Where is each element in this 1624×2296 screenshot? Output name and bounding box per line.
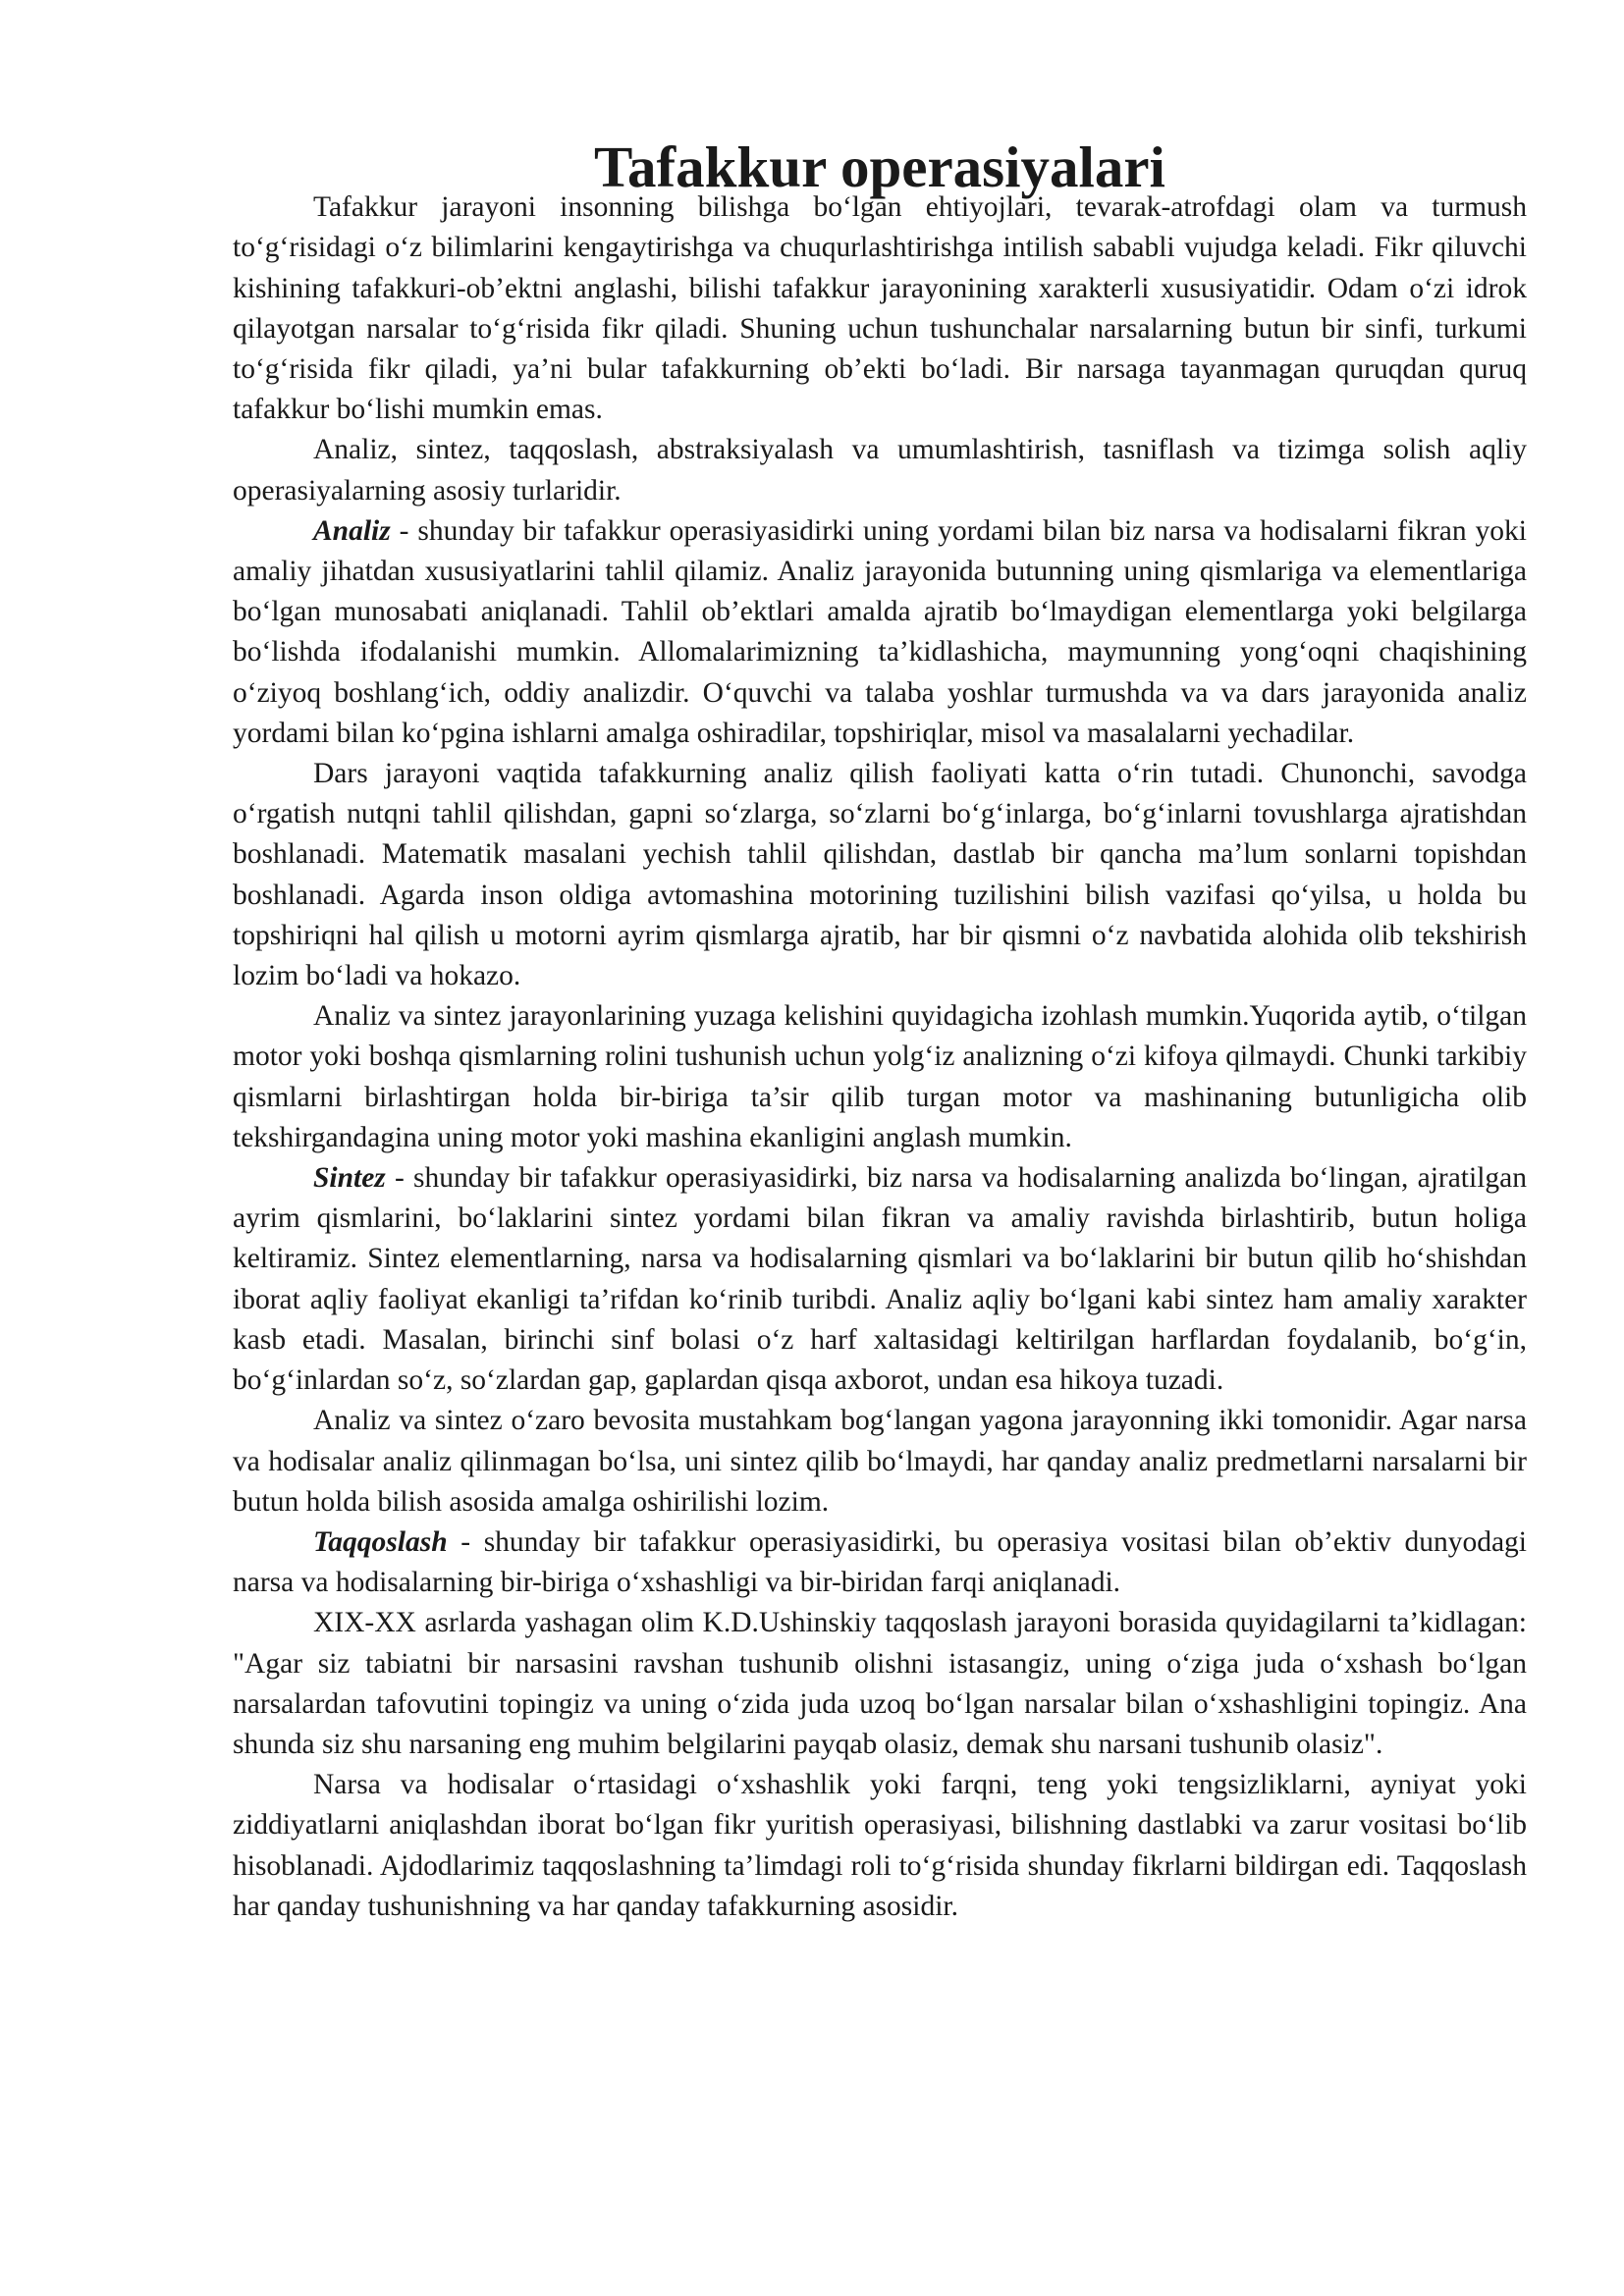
paragraph-lesson-analysis [233, 754, 1527, 996]
document-body [233, 134, 1527, 1927]
paragraph-analysis-synthesis-unity [233, 1401, 1527, 1522]
paragraph-text: Dars jarayoni vaqtida tafakkurning analiz qilish faoliyati katta o‘rin tutadi. Chunonchi, savodga o‘rgatish nutqni tahlil qilishdan, gapni so‘zlarga, so‘zlarni bo‘g‘inlarga, bo‘g‘inlarni tovushlarga ajratishdan boshlanadi. Matematik masalani yechish tahlil qilishdan, dastlab bir qancha ma’lum sonlarni topishdan boshlanadi. Agarda inson oldiga avtomashina motorining tuzilishini bilish vazifasi qo‘yilsa, u holda bu topshiriqni hal qilish u motorni ayrim qismlarga ajratib, har bir qismni o‘z navbatida alohida olib tekshirish lozim bo‘ladi va hokazo. [233, 758, 1527, 992]
paragraph-text: Analiz, sintez, taqqoslash, abstraksiyalash va umumlashtirish, tasniflash va tizimga solish aqliy operasiyalarning asosiy turlaridir. [233, 434, 1527, 507]
paragraph-intro [233, 187, 1527, 430]
paragraph-text: - shunday bir tafakkur operasiyasidirki uning yordami bilan biz narsa va hodisalarni fikran yoki amaliy jihatdan xususiyatlarini tahlil qilamiz. Analiz jarayonida butunning uning qismlariga va elementlariga bo‘lgan munosabati aniqlanadi. Tahlil ob’ektlari amalda ajratib bo‘lmaydigan elementlarga yoki belgilarga bo‘lishda ifodalanishi mumkin. Allomalarimizning ta’kidlashicha, maymunning yong‘oqni chaqishining o‘ziyoq boshlang‘ich, oddiy analizdir. O‘quvchi va talaba yoshlar turmushda va va dars jarayonida analiz yordami bilan ko‘pgina ishlarni amalga oshiradilar, topshiriqlar, misol va masalalarni yechadilar. [233, 514, 1527, 749]
paragraph-sintez-definition [233, 1158, 1527, 1401]
paragraph-text: Analiz va sintez jarayonlarining yuzaga kelishini quyidagicha izohlash mumkin.Yuqorida aytib, o‘tilgan motor yoki boshqa qismlarning rolini tushunish uchun yolg‘iz analizning o‘zi kifoya qilmaydi. Chunki tarkibiy qismlarni birlashtirgan holda bir-biriga ta’sir qilib turgan motor va mashinaning butunligicha olib tekshirgandagina uning motor yoki mashina ekanligini anglash mumkin. [233, 1000, 1527, 1153]
paragraph-text: XIX-XX asrlarda yashagan olim K.D.Ushinskiy taqqoslash jarayoni borasida quyidagilarni ta’kidlagan: "Agar siz tabiatni bir narsasini ravshan tushunib olishni istasangiz, uning o‘ziga juda o‘xshash bo‘lgan narsalardan tafovutini topingiz va uning o‘zida juda uzoq bo‘lgan narsalar bilan o‘xshashligini topingiz. Ana shunda siz shu narsaning eng muhim belgilarini payqab olasiz, demak shu narsani tushunib olasiz". [233, 1607, 1527, 1760]
paragraph-text: Analiz va sintez o‘zaro bevosita mustahkam bog‘langan yagona jarayonning ikki tomonidir. Agar narsa va hodisalar analiz qilinmagan bo‘lsa, uni sintez qilib bo‘lmaydi, har qanday analiz predmetlarni narsalarni bir butun holda bilish asosida amalga oshirilishi lozim. [233, 1405, 1527, 1518]
term-analiz: Analiz [313, 514, 391, 547]
paragraph-text: Narsa va hodisalar o‘rtasidagi o‘xshashlik yoki farqni, teng yoki tengsizliklarni, ayniyat yoki ziddiyatlarni aniqlashdan iborat bo‘lgan fikr yuritish operasiyasi, bilishning dastlabki va zarur vositasi bo‘lib hisoblanadi. Ajdodlarimiz taqqoslashning ta’limdagi roli to‘g‘risida shunday fikrlarni bildirgan edi. Taqqoslash har qanday tushunishning va har qanday tafakkurning asosidir. [233, 1769, 1527, 1922]
paragraph-taqqoslash-definition [233, 1522, 1527, 1603]
term-sintez: Sintez [313, 1162, 386, 1195]
paragraph-analysis-synthesis [233, 996, 1527, 1158]
paragraph-text: - shunday bir tafakkur operasiyasidirki, biz narsa va hodisalarning analizda bo‘lingan, ajratilgan ayrim qismlarini, bo‘laklarini sintez yordami bilan fikran va amaliy ravishda birlashtirib, butun holiga keltiramiz. Sintez elementlarning, narsa va hodisalarning qismlari va bo‘laklarini bir butun qilib ho‘shishdan iborat aqliy faoliyat ekanligi ta’rifdan ko‘rinib turibdi. Analiz aqliy bo‘lgani kabi sintez ham amaliy xarakter kasb etadi. Masalan, birinchi sinf bolasi o‘z harf xaltasidagi keltirilgan harflardan foydalanib, bo‘g‘in, bo‘g‘inlardan so‘z, so‘zlardan gap, gaplardan qisqa axborot, undan esa hikoya tuzadi. [233, 1162, 1527, 1397]
term-taqqoslash: Taqqoslash [313, 1525, 448, 1558]
paragraph-analiz-definition [233, 511, 1527, 754]
paragraph-text: Tafakkur jarayoni insonning bilishga bo‘lgan ehtiyojlari, tevarak-atrofdagi olam va turmush to‘g‘risidagi o‘z bilimlarini kengaytirishga va chuqurlashtirishga intilish sababli vujudga keladi. Fikr qiluvchi kishining tafakkuri-ob’ektni anglashi, bilishi tafakkur jarayonining xarakterli xususiyatidir. Odam o‘zi idrok qilayotgan narsalar to‘g‘risida fikr qiladi. Shuning uchun tushunchalar narsalarning butun bir sinfi, turkumi to‘g‘risida fikr qiladi, ya’ni bular tafakkurning ob’ekti bo‘ladi. Bir narsaga tayanmagan quruqdan quruq tafakkur bo‘lishi mumkin emas. [233, 191, 1527, 426]
document-title: Tafakkur operasiyalari [594, 134, 1165, 199]
paragraph-comparison-role [233, 1765, 1527, 1927]
paragraph-operation-types [233, 430, 1527, 510]
paragraph-ushinskiy-quote [233, 1603, 1527, 1765]
paragraph-text: - shunday bir tafakkur operasiyasidirki, bu operasiya vositasi bilan ob’ektiv dunyodagi narsa va hodisalarning bir-biriga o‘xshashligi va bir-biridan farqi aniqlanadi. [233, 1525, 1527, 1599]
